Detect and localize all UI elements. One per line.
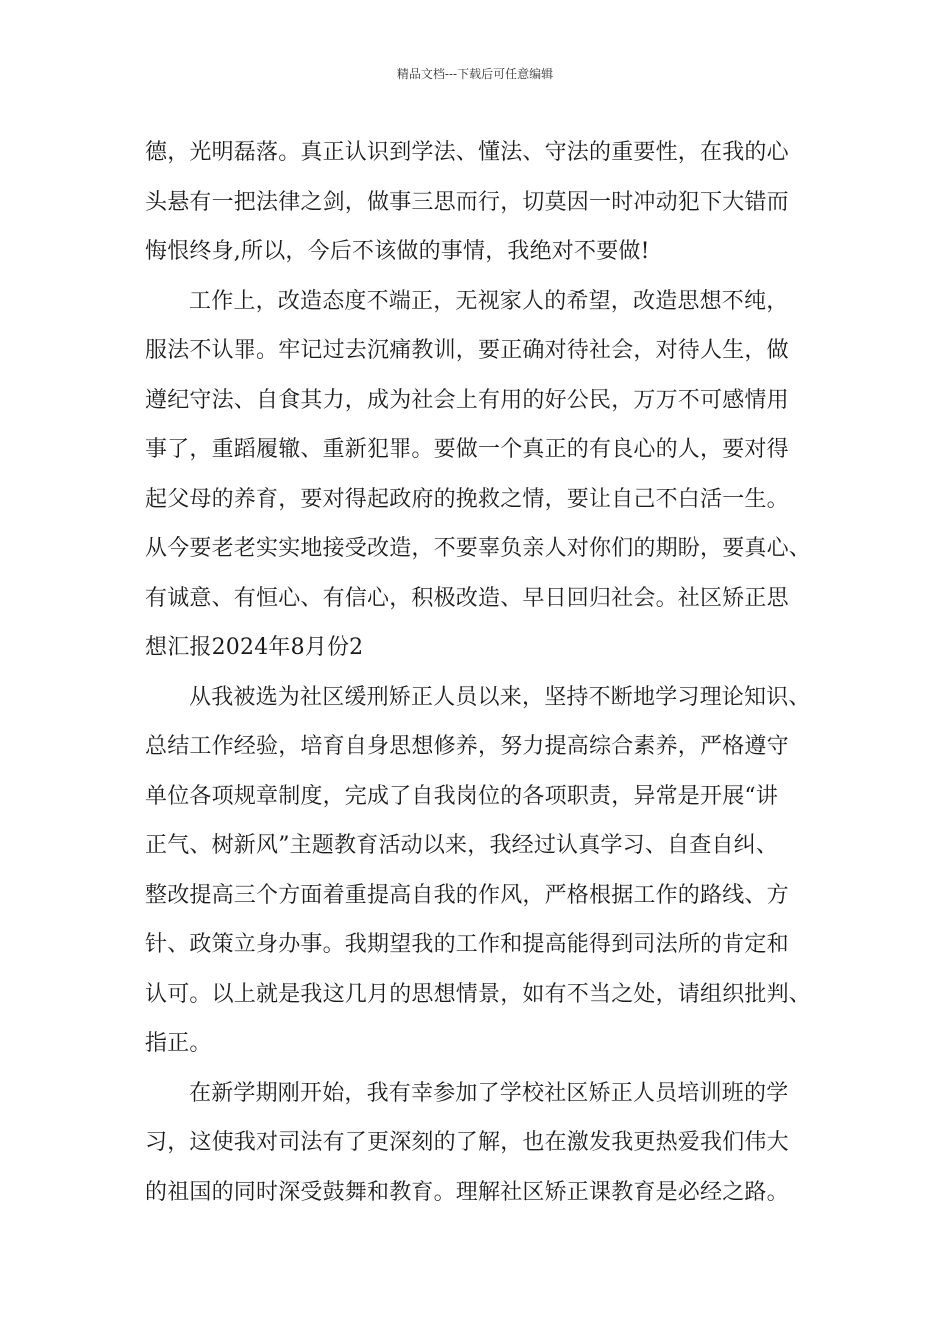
paragraph-start-line: 工作上，改造态度不端正，无视家人的希望，改造思想不纯， (189, 288, 789, 314)
text-line: 习，这使我对司法有了更深刻的了解，也在激发我更热爱我们伟大 (145, 1130, 789, 1155)
text-line: 起父母的养育，要对得起政府的挽救之情，要让自己不白活一生。 (145, 486, 789, 512)
text-line: 事了，重蹈履辙、重新犯罪。要做一个真正的有良心的人，要对得 (145, 437, 789, 462)
document-body (145, 128, 810, 1217)
text-line: 正气、树新风”主题教育活动以来，我经过认真学习、自查自纠、 (145, 833, 779, 858)
page-header: 精品文档---下载后可任意编辑 (396, 67, 554, 81)
text-line: 有诚意、有恒心、有信心，积极改造、早日回归社会。社区矫正思 (145, 585, 789, 611)
paragraph-start-line: 从我被选为社区缓刑矫正人员以来，坚持不断地学习理论知识、 (189, 684, 811, 710)
text-line: 想汇报2024年8月份2 (145, 635, 364, 660)
text-line: 服法不认罪。牢记过去沉痛教训，要正确对待社会，对待人生，做 (145, 338, 789, 363)
text-line: 认可。以上就是我这几月的思想情景，如有不当之处，请组织批判、 (145, 981, 812, 1007)
text-line: 的祖国的同时深受鼓舞和教育。理解社区矫正课教育是必经之路。 (145, 1179, 789, 1205)
text-line: 头悬有一把法律之剑，做事三思而行，切莫因一时冲动犯下大错而 (145, 189, 789, 215)
text-line: 整改提高三个方面着重提高自我的作风，严格根据工作的路线、方 (145, 882, 789, 908)
paragraph-start-line: 在新学期刚开始，我有幸参加了学校社区矫正人员培训班的学 (189, 1080, 789, 1106)
text-line: 悔恨终身,所以，今后不该做的事情，我绝对不要做! (145, 239, 650, 264)
text-line: 从今要老老实实地接受改造，不要辜负亲人对你们的期盼，要真心、 (145, 536, 812, 561)
text-line: 针、政策立身办事。我期望我的工作和提高能得到司法所的肯定和 (145, 932, 789, 957)
text-line: 德，光明磊落。真正认识到学法、懂法、守法的重要性，在我的心 (145, 140, 789, 165)
text-line: 总结工作经验，培育自身思想修养，努力提高综合素养，严格遵守 (145, 734, 789, 759)
text-line: 单位各项规章制度，完成了自我岗位的各项职责，异常是开展“讲 (145, 783, 779, 809)
text-line: 指正。 (145, 1031, 212, 1056)
text-line: 遵纪守法、自食其力，成为社会上有用的好公民，万万不可感情用 (145, 387, 789, 413)
